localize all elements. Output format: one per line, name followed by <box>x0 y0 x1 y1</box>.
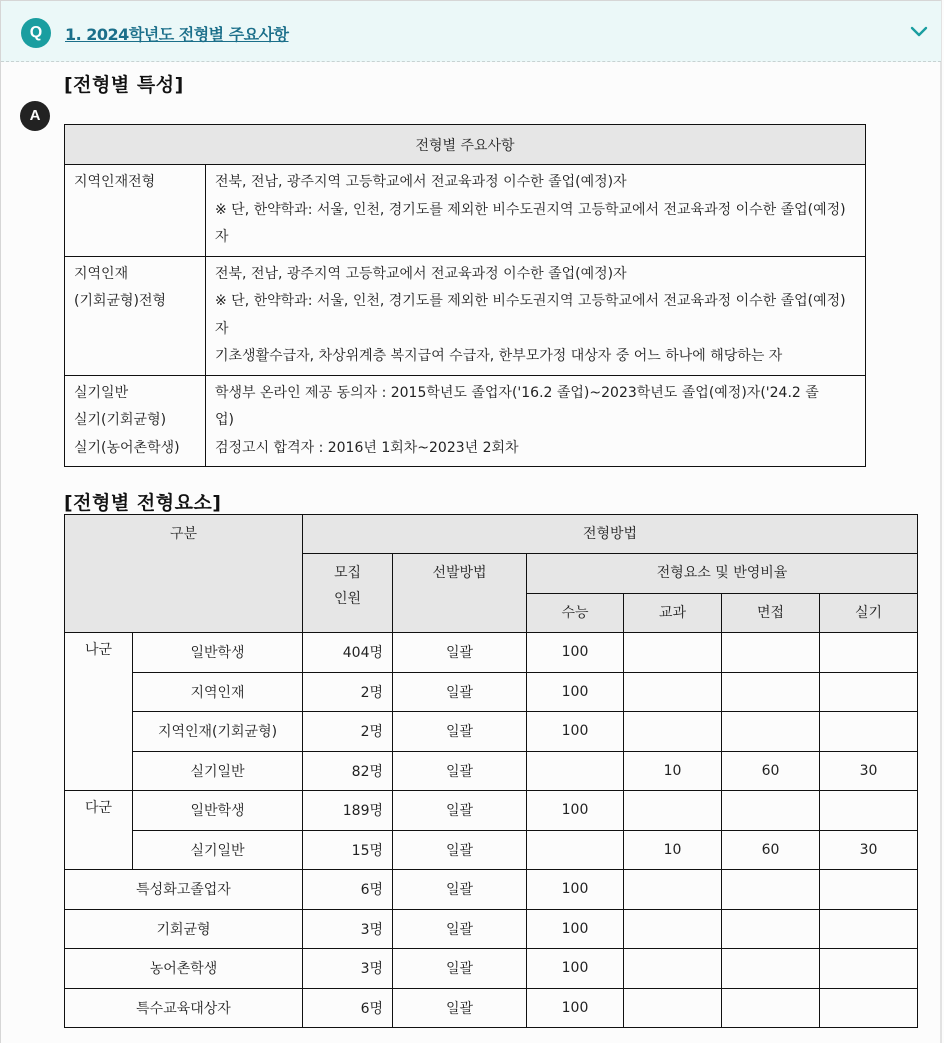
table-header: 전형별 주요사항 <box>65 125 866 165</box>
header-suneung: 수능 <box>527 594 624 633</box>
content-line: 기초생활수급자, 차상위계층 복지급여 수급자, 한부모가정 대상자 중 어느 하나에 해당하는 자 <box>215 348 783 364</box>
cell-method: 일괄 <box>393 751 527 791</box>
cell-suneung: 100 <box>527 712 624 752</box>
cell-type: 실기일반 <box>133 830 303 870</box>
cell-quota: 189명 <box>303 791 393 831</box>
cell-type: 특성화고졸업자 <box>65 870 303 910</box>
content-line: 학생부 온라인 제공 동의자 : 2015학년도 졸업자('16.2 졸업)~2023학년도 졸업(예정)자('24.2 졸 <box>215 384 819 401</box>
content-line: 검정고시 합격자 : 2016년 1회차~2023년 2회차 <box>215 439 519 456</box>
group-label: 다군 <box>65 791 133 870</box>
table-row <box>65 949 918 989</box>
row-content <box>206 165 866 257</box>
cell-suneung: 100 <box>527 988 624 1028</box>
cell-interview <box>722 672 820 712</box>
cell-interview <box>722 633 820 673</box>
cell-suneung <box>527 751 624 791</box>
cell-gyogwa <box>624 870 722 910</box>
label-line: (기회균형)전형 <box>74 293 167 309</box>
header-quota-line: 인원 <box>333 591 362 607</box>
cell-gyogwa <box>624 949 722 989</box>
table-row <box>65 830 918 870</box>
cell-type: 지역인재 <box>133 672 303 712</box>
label-line: 지역인재전형 <box>74 174 156 190</box>
chevron-down-icon[interactable] <box>910 23 928 41</box>
section-title-elements: [전형별 전형요소] <box>64 492 222 514</box>
group-label: 나군 <box>65 633 133 791</box>
answer-badge: A <box>20 101 50 131</box>
cell-practical <box>820 791 918 831</box>
cell-practical <box>820 988 918 1028</box>
table-row <box>65 633 918 673</box>
cell-type: 실기일반 <box>133 751 303 791</box>
cell-type: 지역인재(기회균형) <box>133 712 303 752</box>
cell-type: 일반학생 <box>133 633 303 673</box>
content-line: 자 <box>215 229 229 245</box>
label-line: 실기(농어촌학생) <box>74 439 180 456</box>
table-row <box>65 751 918 791</box>
cell-practical: 30 <box>820 751 918 791</box>
cell-interview <box>722 988 820 1028</box>
cell-interview <box>722 949 820 989</box>
faq-question-header[interactable] <box>1 1 941 62</box>
cell-quota: 6명 <box>303 988 393 1028</box>
cell-suneung: 100 <box>527 791 624 831</box>
cell-gyogwa <box>624 633 722 673</box>
header-method: 전형방법 <box>303 515 918 554</box>
characteristics-table <box>64 124 866 467</box>
cell-practical <box>820 949 918 989</box>
cell-method: 일괄 <box>393 672 527 712</box>
cell-gyogwa: 10 <box>624 830 722 870</box>
cell-interview <box>722 870 820 910</box>
row-label <box>65 375 206 467</box>
cell-practical: 30 <box>820 830 918 870</box>
header-practical: 실기 <box>820 594 918 633</box>
cell-practical <box>820 870 918 910</box>
row-label <box>65 256 206 375</box>
cell-practical <box>820 633 918 673</box>
table-row <box>65 256 866 375</box>
cell-quota: 15명 <box>303 830 393 870</box>
cell-suneung: 100 <box>527 870 624 910</box>
header-interview: 면접 <box>722 594 820 633</box>
cell-practical <box>820 712 918 752</box>
content-line: 전북, 전남, 광주지역 고등학교에서 전교육과정 이수한 졸업(예정)자 <box>215 265 627 282</box>
table-row <box>65 672 918 712</box>
table-row <box>65 375 866 467</box>
row-content <box>206 375 866 467</box>
table-row <box>65 165 866 257</box>
table-row <box>65 791 918 831</box>
content-line: 자 <box>215 320 229 337</box>
cell-method: 일괄 <box>393 712 527 752</box>
selection-elements-table <box>64 514 918 1028</box>
label-line: 지역인재 <box>74 265 129 282</box>
cell-suneung: 100 <box>527 672 624 712</box>
row-label <box>65 165 206 257</box>
cell-method: 일괄 <box>393 988 527 1028</box>
cell-interview: 60 <box>722 830 820 870</box>
cell-quota: 3명 <box>303 949 393 989</box>
table-row <box>65 988 918 1028</box>
cell-practical <box>820 672 918 712</box>
label-line: 실기일반 <box>74 384 129 401</box>
content-line: ※ 단, 한약학과: 서울, 인천, 경기도를 제외한 비수도권지역 고등학교에서 전교육과정 이수한 졸업(예정) <box>215 201 846 218</box>
content-line: ※ 단, 한약학과: 서울, 인천, 경기도를 제외한 비수도권지역 고등학교에서 전교육과정 이수한 졸업(예정) <box>215 293 846 309</box>
cell-quota: 82명 <box>303 751 393 791</box>
content-line: 전북, 전남, 광주지역 고등학교에서 전교육과정 이수한 졸업(예정)자 <box>215 174 627 190</box>
cell-interview <box>722 791 820 831</box>
cell-quota: 3명 <box>303 909 393 949</box>
cell-method: 일괄 <box>393 870 527 910</box>
cell-method: 일괄 <box>393 791 527 831</box>
cell-gyogwa <box>624 712 722 752</box>
cell-method: 일괄 <box>393 909 527 949</box>
cell-type: 기회균형 <box>65 909 303 949</box>
cell-gyogwa <box>624 791 722 831</box>
cell-gyogwa <box>624 672 722 712</box>
cell-suneung: 100 <box>527 949 624 989</box>
question-badge: Q <box>21 18 51 48</box>
cell-quota: 2명 <box>303 712 393 752</box>
header-selection: 선발방법 <box>393 554 527 633</box>
row-content <box>206 256 866 375</box>
table-row <box>65 909 918 949</box>
cell-interview <box>722 712 820 752</box>
cell-gyogwa: 10 <box>624 751 722 791</box>
label-line: 실기(기회균형) <box>74 412 167 428</box>
table-row <box>65 870 918 910</box>
cell-method: 일괄 <box>393 830 527 870</box>
header-quota-line: 모집 <box>333 565 362 581</box>
cell-suneung: 100 <box>527 633 624 673</box>
header-category: 구분 <box>65 515 303 633</box>
cell-type: 일반학생 <box>133 791 303 831</box>
cell-gyogwa <box>624 909 722 949</box>
cell-type: 농어촌학생 <box>65 949 303 989</box>
cell-suneung: 100 <box>527 909 624 949</box>
cell-gyogwa <box>624 988 722 1028</box>
header-quota <box>303 554 393 633</box>
cell-interview <box>722 909 820 949</box>
cell-suneung <box>527 830 624 870</box>
cell-interview: 60 <box>722 751 820 791</box>
header-gyogwa: 교과 <box>624 594 722 633</box>
cell-quota: 404명 <box>303 633 393 673</box>
table-row <box>65 712 918 752</box>
cell-method: 일괄 <box>393 633 527 673</box>
content-line: 업) <box>215 412 234 428</box>
cell-method: 일괄 <box>393 949 527 989</box>
question-title-link[interactable]: 1. 2024학년도 전형별 주요사항 <box>65 25 289 44</box>
section-title-characteristics: [전형별 특성] <box>64 74 184 96</box>
cell-quota: 2명 <box>303 672 393 712</box>
cell-practical <box>820 909 918 949</box>
cell-type: 특수교육대상자 <box>65 988 303 1028</box>
header-elements: 전형요소 및 반영비율 <box>527 554 918 594</box>
cell-quota: 6명 <box>303 870 393 910</box>
